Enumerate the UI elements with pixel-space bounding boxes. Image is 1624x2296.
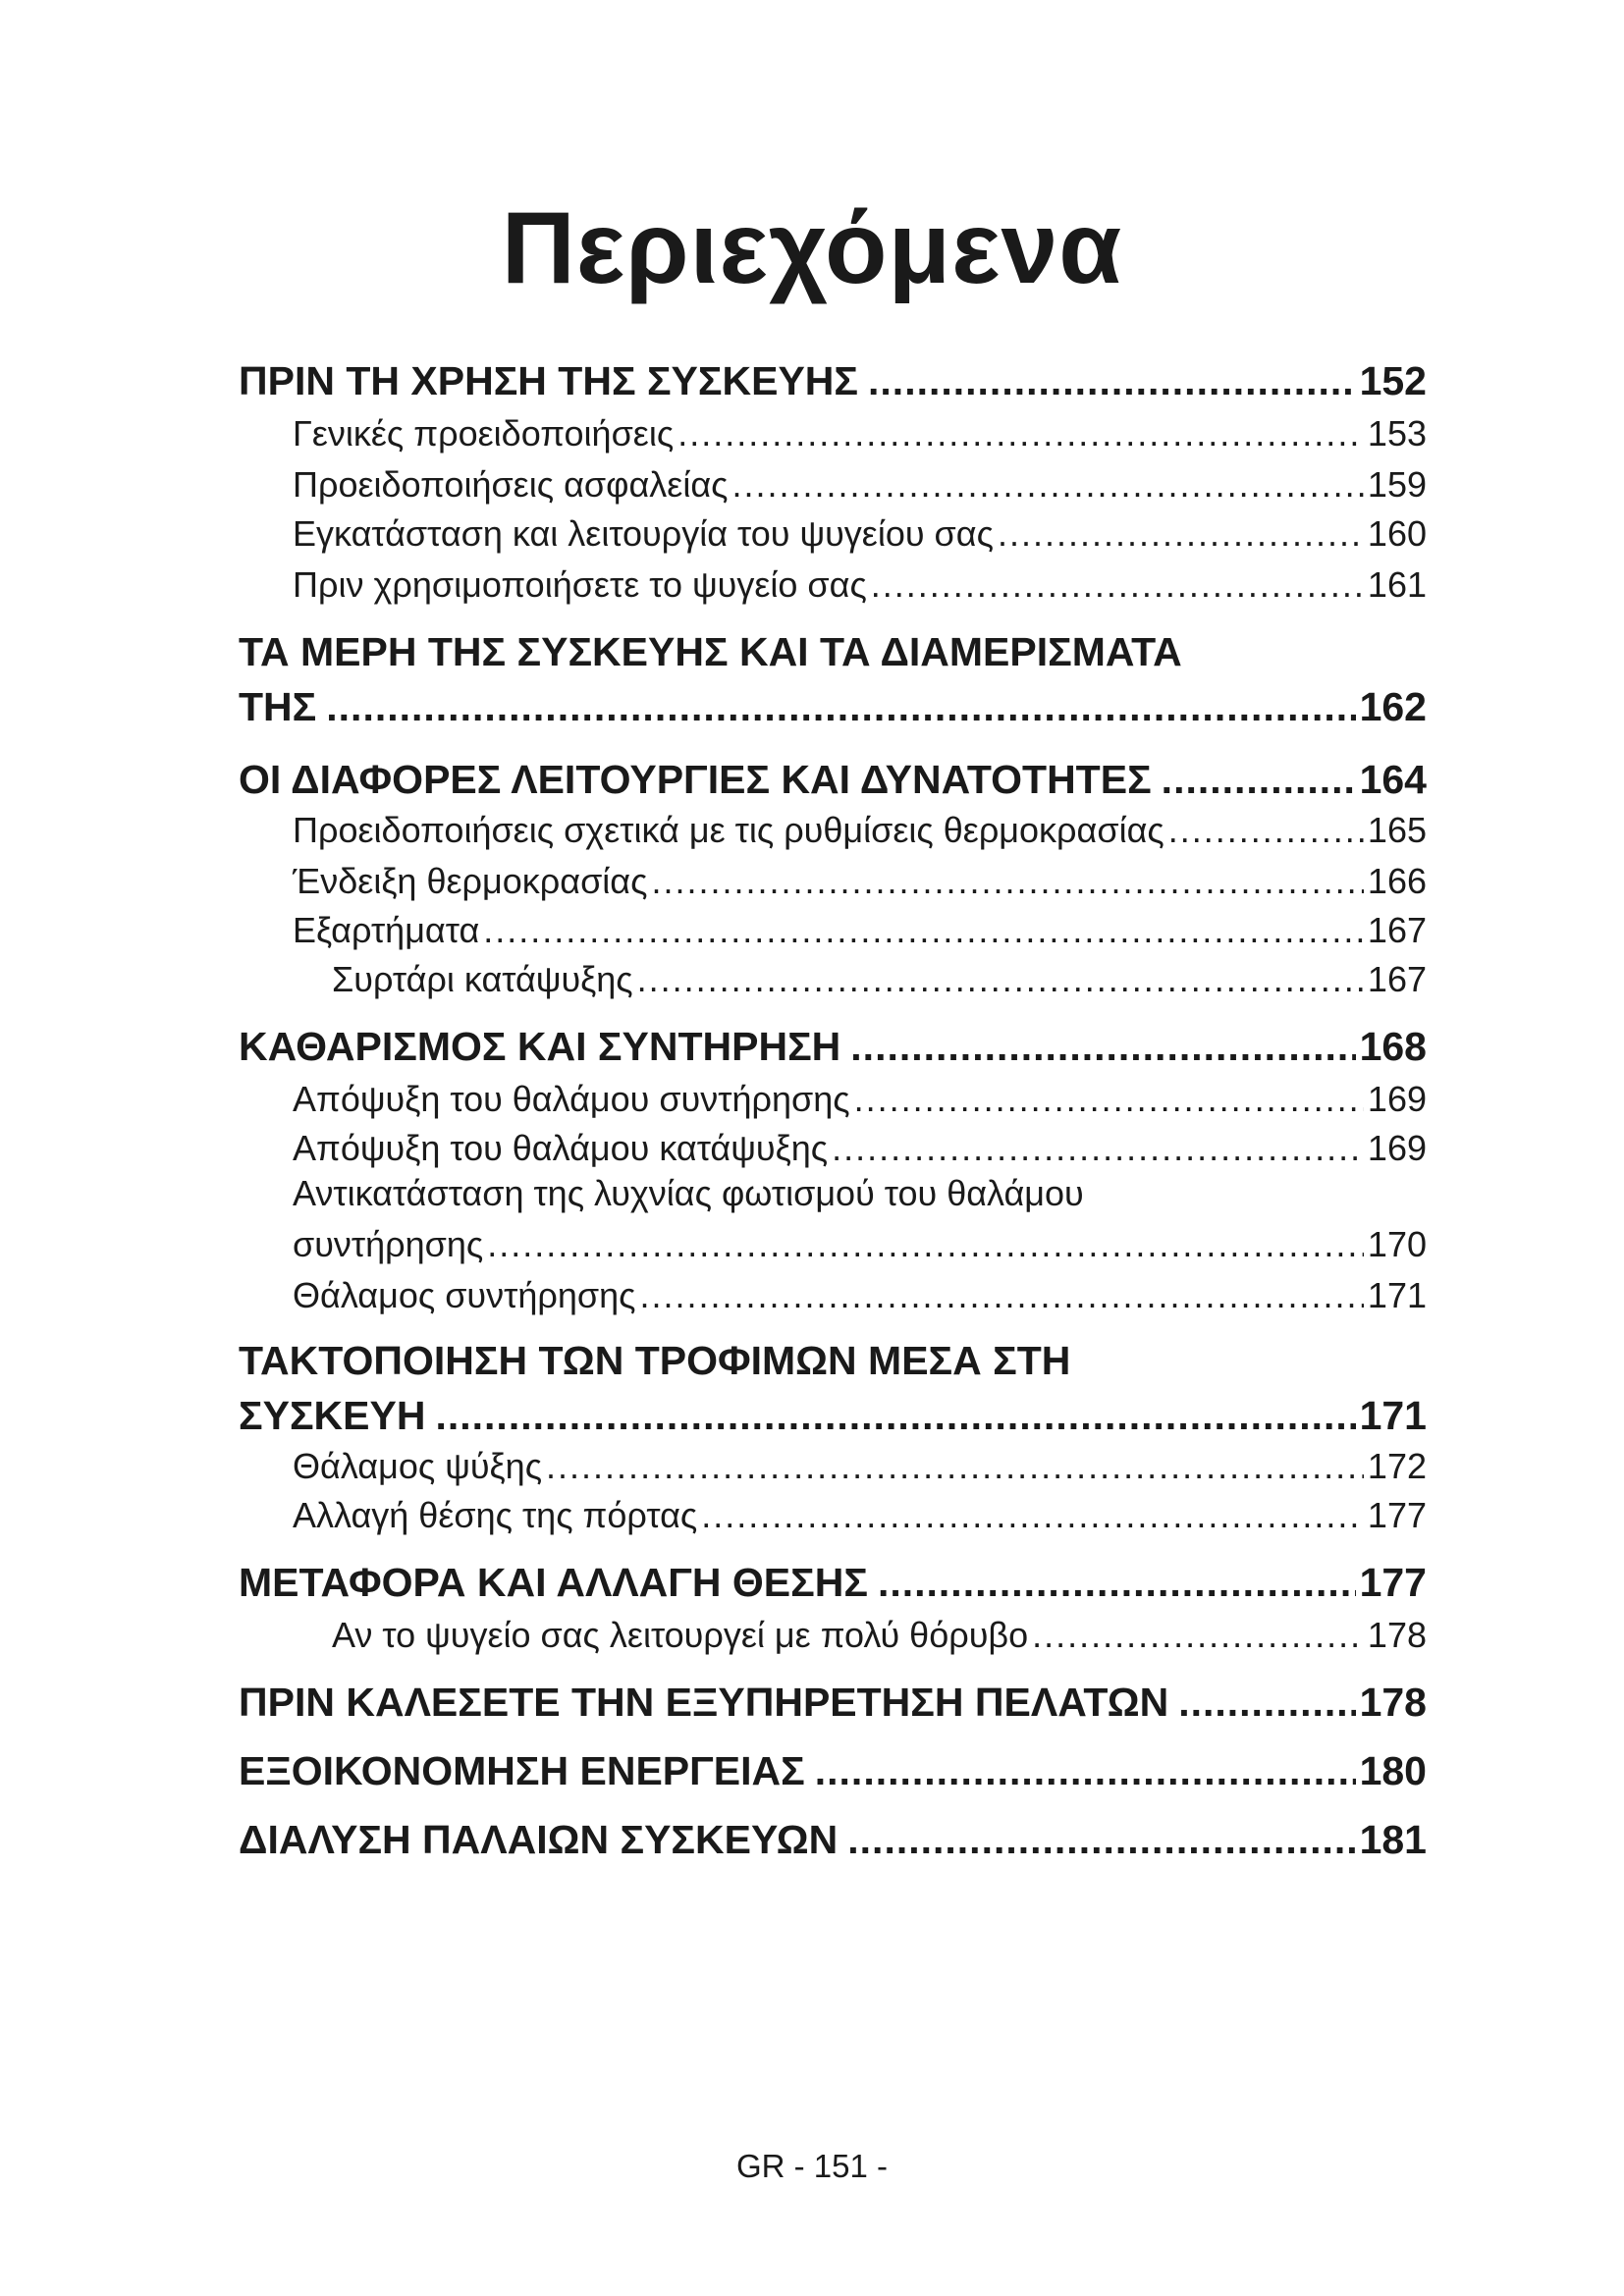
toc-entry-title: ΚΑΘΑΡΙΣΜΟΣ ΚΑΙ ΣΥΝΤΗΡΗΣΗ	[239, 1024, 841, 1069]
toc-entry-page: 166	[1367, 861, 1427, 901]
toc-entry-title: ΔΙΑΛΥΣΗ ΠΑΛΑΙΩΝ ΣΥΣΚΕΥΩΝ	[239, 1817, 839, 1862]
toc-entry-page: 164	[1359, 757, 1427, 802]
toc-entry[interactable]	[293, 803, 1427, 858]
toc-entry-title: ΜΕΤΑΦΟΡΑ ΚΑΙ ΑΛΛΑΓΗ ΘΕΣΗΣ	[239, 1560, 868, 1605]
toc-entry[interactable]	[239, 624, 1427, 742]
toc-entry[interactable]	[293, 1121, 1427, 1176]
toc-entry-page: 171	[1367, 1275, 1427, 1315]
toc-entry[interactable]	[293, 1439, 1427, 1494]
toc-entry[interactable]	[239, 1743, 1427, 1798]
toc-entry-title: ΤΗΣ	[239, 684, 317, 729]
toc-entry-title: Γενικές προειδοποιήσεις	[293, 413, 675, 454]
toc-entry-page: 178	[1367, 1615, 1427, 1655]
toc-entry-page: 165	[1367, 810, 1427, 850]
toc-entry-title-line1: ΤΑΚΤΟΠΟΙΗΣΗ ΤΩΝ ΤΡΟΦΙΜΩΝ ΜΕΣΑ ΣΤΗ	[239, 1338, 1071, 1383]
toc-entry-title: Εγκατάσταση και λειτουργία του ψυγείου σας	[293, 513, 994, 554]
toc-entry-page: 167	[1367, 959, 1427, 999]
toc-entry-title: Ένδειξη θερμοκρασίας	[293, 861, 648, 901]
toc-entry[interactable]	[239, 1019, 1427, 1074]
toc-entry-page: 171	[1359, 1393, 1427, 1438]
toc-entry[interactable]	[239, 353, 1427, 408]
toc-entry[interactable]	[293, 558, 1427, 613]
toc-entry[interactable]	[239, 1555, 1427, 1610]
toc-entry-page: 181	[1359, 1817, 1427, 1862]
toc-entry-title: συντήρησης	[293, 1224, 484, 1264]
toc-entry-title: Συρτάρι κατάψυξης	[332, 959, 633, 999]
toc-entry[interactable]	[332, 952, 1427, 1007]
toc-entry-title: Απόψυξη του θαλάμου συντήρησης	[293, 1079, 850, 1119]
toc-entry-title: Προειδοποιήσεις ασφαλείας	[293, 464, 729, 505]
toc-entry-page: 153	[1367, 413, 1427, 454]
toc-entry-title: Αλλαγή θέσης της πόρτας	[293, 1495, 698, 1535]
page-title: Περιεχόμενα	[501, 191, 1123, 305]
page-footer: GR - 151 -	[735, 2148, 889, 2184]
toc-entry[interactable]	[332, 1608, 1427, 1663]
toc-entry[interactable]	[239, 1812, 1427, 1867]
toc-entry-page: 167	[1367, 910, 1427, 950]
toc-entry-title-line1: Αντικατάσταση της λυχνίας φωτισμού του θαλάμου	[293, 1173, 1084, 1213]
toc-entry-page: 162	[1359, 684, 1427, 729]
toc-entry-title: Προειδοποιήσεις σχετικά με τις ρυθμίσεις θερμοκρασίας	[293, 810, 1164, 850]
toc-entry-title: ΠΡΙΝ ΤΗ ΧΡΗΣΗ ΤΗΣ ΣΥΣΚΕΥΗΣ	[239, 358, 859, 403]
toc-entry-page: 172	[1367, 1446, 1427, 1486]
toc-entry-page: 169	[1367, 1079, 1427, 1119]
table-of-contents	[239, 0, 1427, 1963]
toc-entry-page: 169	[1367, 1128, 1427, 1168]
toc-entry-page: 168	[1359, 1024, 1427, 1069]
toc-entry[interactable]	[293, 457, 1427, 512]
toc-entry[interactable]	[293, 903, 1427, 958]
toc-entry-title: Θάλαμος συντήρησης	[293, 1275, 636, 1315]
toc-entry-page: 170	[1367, 1224, 1427, 1264]
toc-entry-title: ΟΙ ΔΙΑΦΟΡΕΣ ΛΕΙΤΟΥΡΓΙΕΣ ΚΑΙ ΔΥΝΑΤΟΤΗΤΕΣ	[239, 757, 1152, 802]
toc-entry-page: 180	[1359, 1748, 1427, 1793]
toc-entry-page: 177	[1359, 1560, 1427, 1605]
toc-entry[interactable]	[239, 1333, 1427, 1451]
toc-entry-page: 160	[1367, 513, 1427, 554]
toc-entry-title: ΕΞΟΙΚΟΝΟΜΗΣΗ ΕΝΕΡΓΕΙΑΣ	[239, 1748, 805, 1793]
toc-entry-title: ΠΡΙΝ ΚΑΛΕΣΕΤΕ ΤΗΝ ΕΞΥΠΗΡΕΤΗΣΗ ΠΕΛΑΤΩΝ	[239, 1680, 1169, 1725]
toc-entry[interactable]	[293, 1268, 1427, 1323]
toc-entry-title: Εξαρτήματα	[293, 910, 480, 950]
toc-entry-title: Πριν χρησιμοποιήσετε το ψυγείο σας	[293, 564, 867, 605]
toc-entry-page: 178	[1359, 1680, 1427, 1725]
toc-entry-title: Απόψυξη του θαλάμου κατάψυξης	[293, 1128, 829, 1168]
toc-entry-page: 177	[1367, 1495, 1427, 1535]
toc-entry-page: 161	[1367, 564, 1427, 605]
toc-entry[interactable]	[293, 854, 1427, 909]
toc-entry-title: ΣΥΣΚΕΥΗ	[239, 1393, 426, 1438]
toc-entry[interactable]	[293, 406, 1427, 461]
toc-entry[interactable]	[293, 1488, 1427, 1543]
toc-entry-title: Θάλαμος ψύξης	[293, 1446, 543, 1486]
toc-entry[interactable]	[293, 507, 1427, 561]
toc-entry-page: 152	[1359, 358, 1427, 403]
toc-entry-title-line1: ΤΑ ΜΕΡΗ ΤΗΣ ΣΥΣΚΕΥΗΣ ΚΑΙ ΤΑ ΔΙΑΜΕΡΙΣΜΑΤΑ	[239, 629, 1182, 674]
toc-entry[interactable]	[239, 752, 1427, 807]
toc-entry-title: Αν το ψυγείο σας λειτουργεί με πολύ θόρυβο	[332, 1615, 1029, 1655]
toc-entry[interactable]	[293, 1170, 1427, 1276]
toc-entry-page: 159	[1367, 464, 1427, 505]
toc-entry[interactable]	[239, 1675, 1427, 1730]
toc-entry[interactable]	[293, 1072, 1427, 1127]
